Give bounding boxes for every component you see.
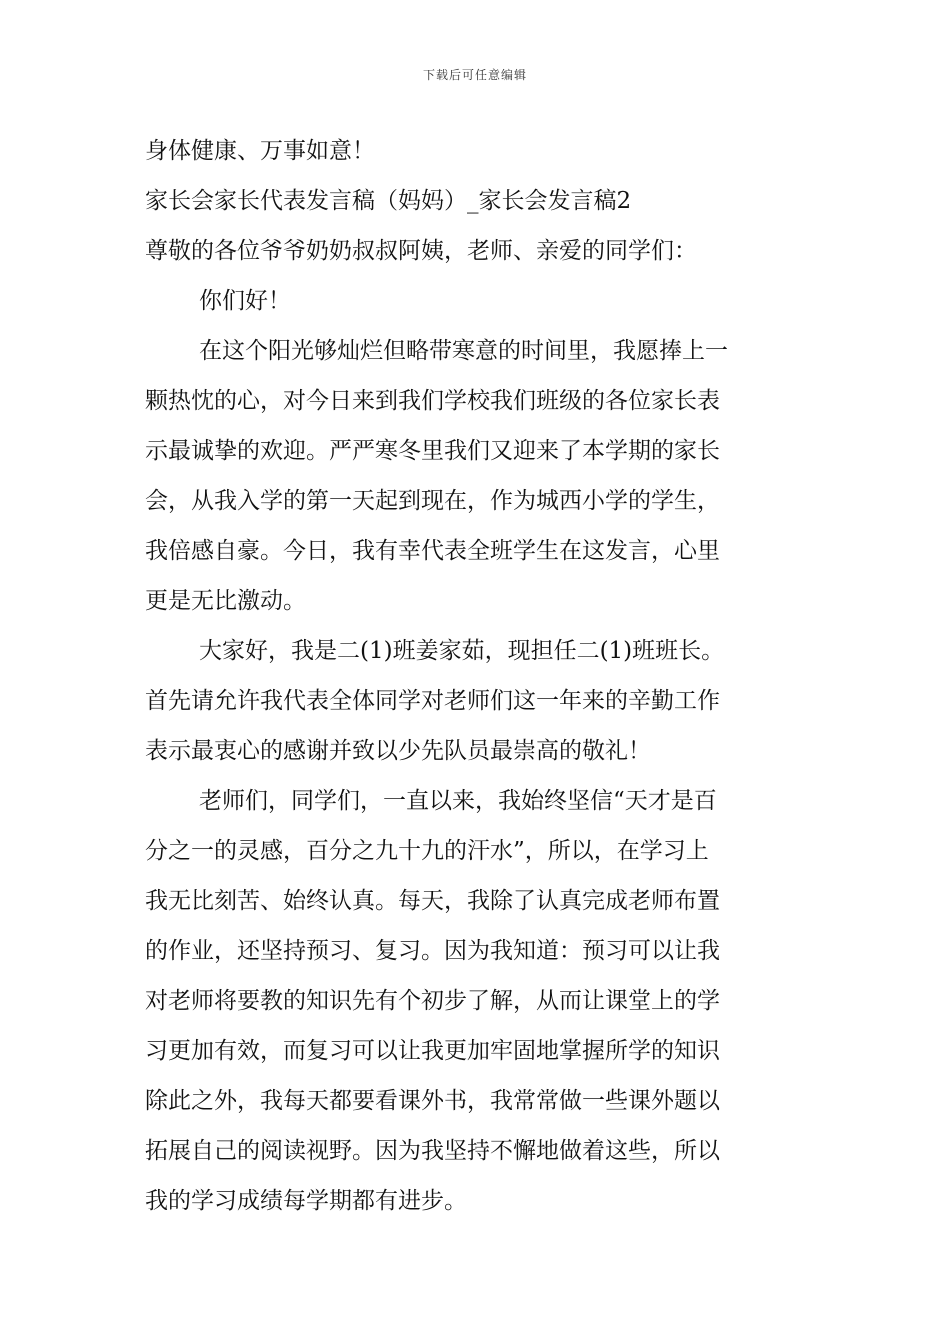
paragraph-line: 拓展自己的阅读视野。因为我坚持不懈地做着这些，所以: [145, 1138, 720, 1164]
paragraph-line: 对老师将要教的知识先有个初步了解，从而让课堂上的学: [145, 988, 720, 1014]
paragraph-line: 我倍感自豪。今日，我有幸代表全班学生在这发言，心里: [145, 538, 720, 564]
paragraph-line: 颗热忱的心，对今日来到我们学校我们班级的各位家长表: [145, 388, 720, 414]
document-title: 家长会家长代表发言稿（妈妈）_家长会发言稿2: [145, 188, 632, 214]
salutation: 尊敬的各位爷爷奶奶叔叔阿姨，老师、亲爱的同学们：: [145, 238, 697, 264]
paragraph-line: 表示最衷心的感谢并致以少先队员最崇高的敬礼！: [145, 738, 651, 764]
paragraph-1: [145, 326, 807, 626]
paragraph-line: 习更加有效，而复习可以让我更加牢固地掌握所学的知识: [145, 1038, 720, 1064]
greeting: 你们好！: [199, 288, 291, 314]
paragraph-line: 除此之外，我每天都要看课外书，我常常做一些课外题以: [145, 1088, 720, 1114]
paragraph-line: 的作业，还坚持预习、复习。因为我知道：预习可以让我: [145, 938, 720, 964]
paragraph-line: 更是无比激动。: [145, 588, 306, 614]
paragraph-2: [145, 626, 807, 776]
paragraph-line: 大家好，我是二(1)班姜家茹，现担任二(1)班班长。: [199, 638, 725, 664]
paragraph-line: 老师们，同学们，一直以来，我始终坚信“天才是百: [199, 788, 717, 814]
paragraph-line: 会，从我入学的第一天起到现在，作为城西小学的学生，: [145, 488, 720, 514]
document-body: [145, 126, 807, 1226]
closing-line: 身体健康、万事如意！: [145, 138, 375, 164]
page-header: 下载后可任意编辑: [422, 68, 527, 82]
paragraph-line: 我的学习成绩每学期都有进步。: [145, 1188, 467, 1214]
paragraph-line: 在这个阳光够灿烂但略带寒意的时间里，我愿捧上一: [199, 338, 728, 364]
paragraph-line: 我无比刻苦、始终认真。每天，我除了认真完成老师布置: [145, 888, 720, 914]
paragraph-line: 示最诚挚的欢迎。严严寒冬里我们又迎来了本学期的家长: [145, 438, 720, 464]
paragraph-line: 首先请允许我代表全体同学对老师们这一年来的辛勤工作: [145, 688, 720, 714]
paragraph-3: [145, 776, 807, 1226]
paragraph-line: 分之一的灵感，百分之九十九的汗水”，所以，在学习上: [145, 838, 709, 864]
